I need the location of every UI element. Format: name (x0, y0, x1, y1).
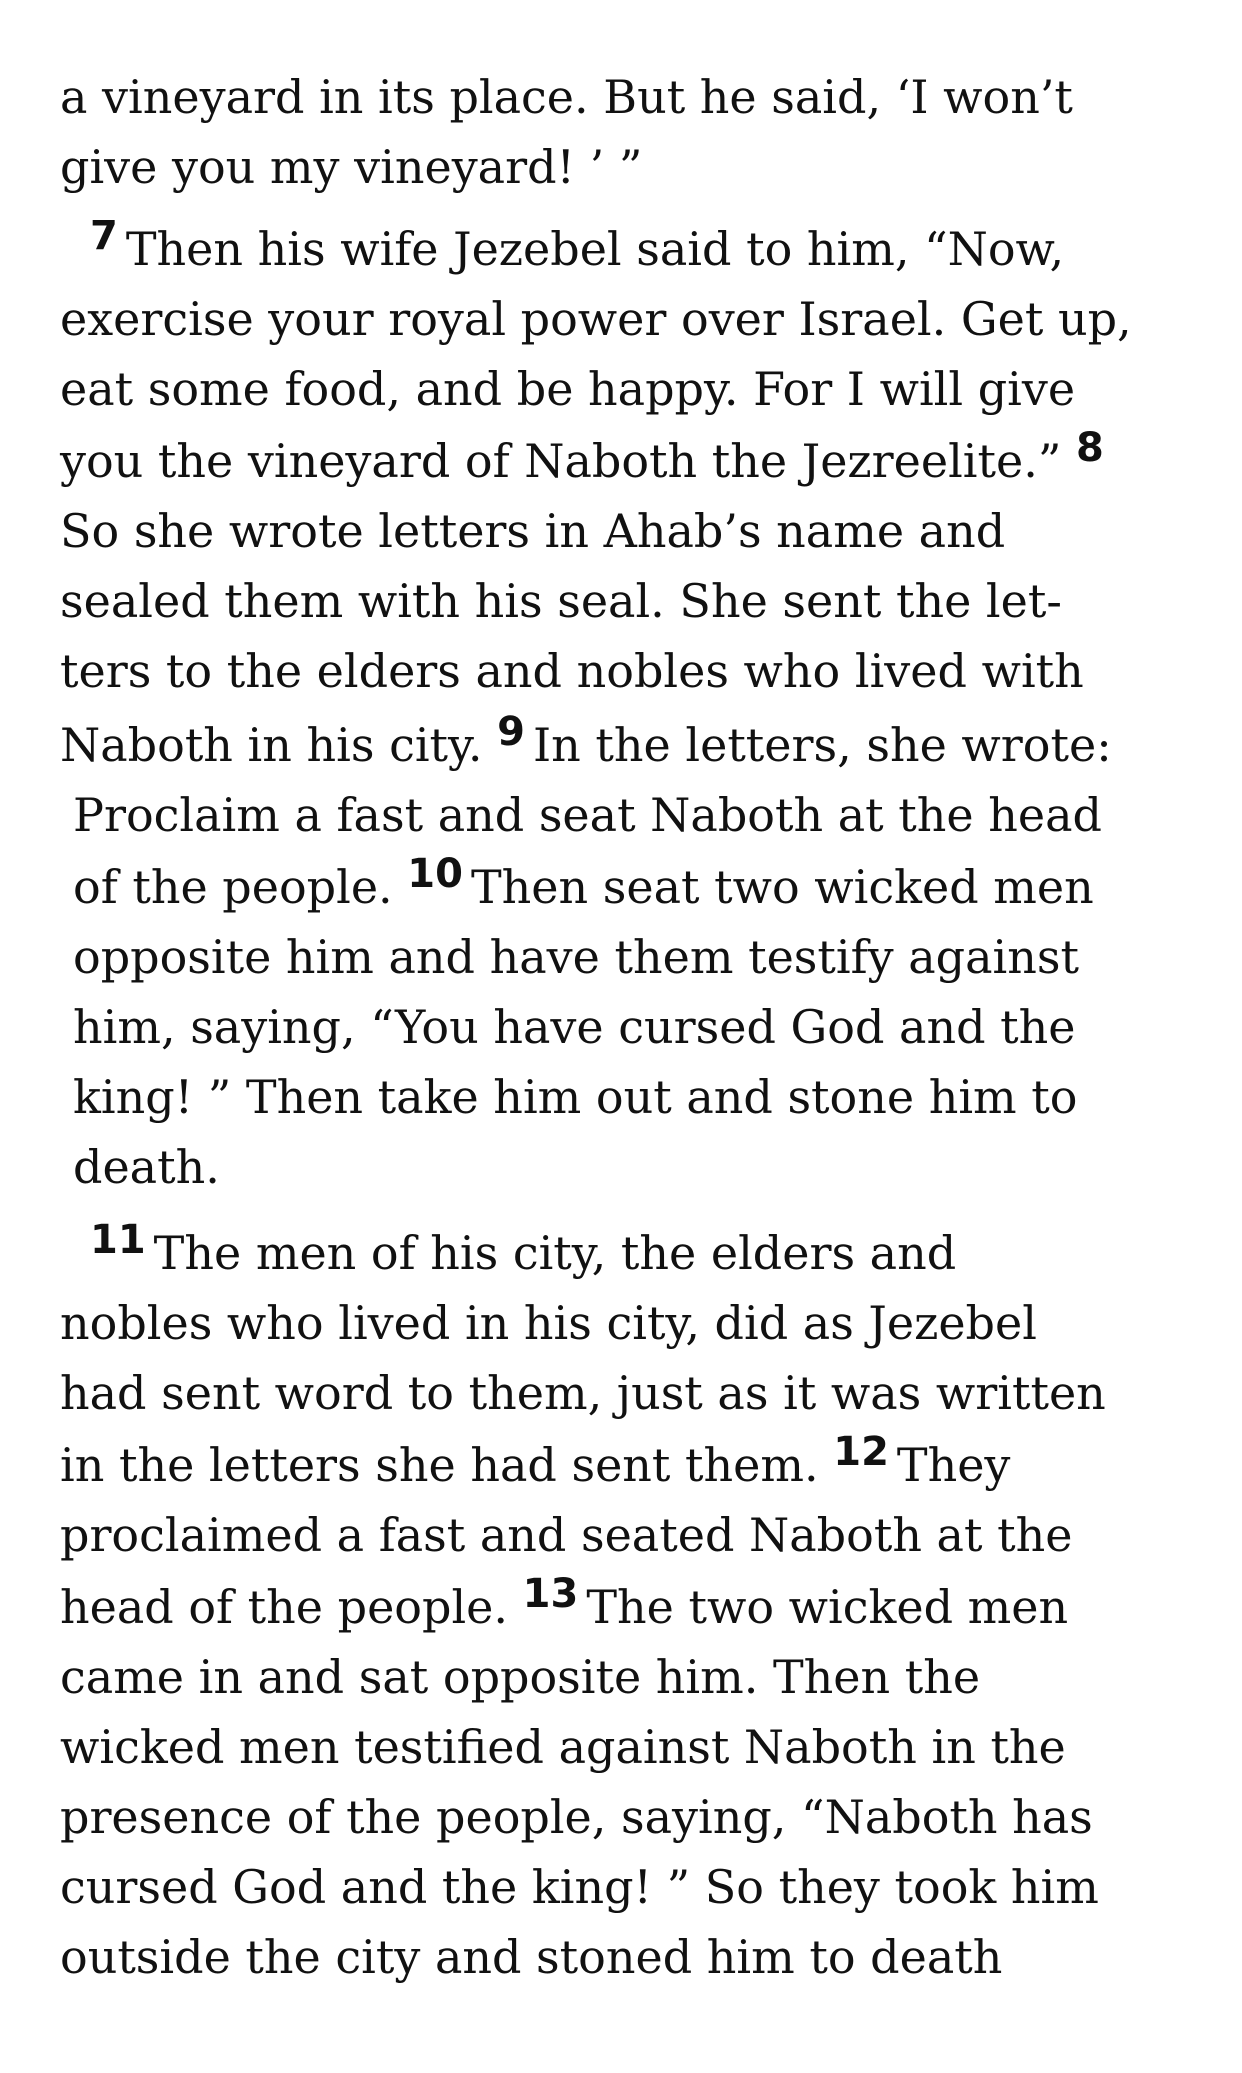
quoted-letter-line (73, 1132, 220, 1202)
text-line (60, 132, 642, 202)
text-line (60, 214, 1064, 284)
line-text: presence of the people, saying, “Naboth has (60, 1790, 1093, 1844)
line-text: Then his wife Jezebel said to him, “Now, (125, 222, 1065, 276)
line-text: came in and sat opposite him. Then the (60, 1650, 981, 1704)
line-text: eat some food, and be happy. For I will give (60, 362, 1076, 416)
text-line (60, 426, 1112, 496)
text-line (60, 636, 1084, 706)
line-text: wicked men testified against Naboth in the (60, 1720, 1066, 1774)
text-line (60, 354, 1075, 424)
quoted-letter-line (73, 992, 1075, 1062)
line-text: exercise your royal power over Israel. Get up, (60, 292, 1132, 346)
line-text: had sent word to them, just as it was written (60, 1366, 1106, 1420)
line-text: give you my vineyard! ’ ” (60, 140, 643, 194)
line-text: Proclaim a fast and seat Naboth at the head (73, 788, 1102, 842)
verse-number: 8 (1075, 425, 1104, 471)
text-line (60, 1430, 1010, 1500)
line-text: in the letters she had sent them. (60, 1438, 819, 1492)
quoted-letter-line (73, 780, 1102, 850)
quoted-letter-line (73, 852, 1094, 922)
text-line (60, 1572, 1068, 1642)
line-text: Naboth in his city. (60, 718, 483, 772)
text-line (60, 284, 1132, 354)
text-line (60, 1782, 1093, 1852)
text-line (60, 496, 1005, 566)
line-text: So she wrote letters in Ahab’s name and (60, 504, 1006, 558)
verse-number: 11 (90, 1217, 146, 1263)
text-line (60, 1922, 1002, 1992)
verse-number: 7 (90, 213, 118, 259)
text-line (60, 710, 1112, 780)
line-text: ters to the elders and nobles who lived with (60, 644, 1084, 698)
line-text: cursed God and the king! ” So they took him (60, 1860, 1099, 1914)
line-text: him, saying, “You have cursed God and the (73, 1000, 1076, 1054)
verse-number: 12 (833, 1429, 889, 1475)
verse-number: 9 (497, 709, 526, 755)
line-text: opposite him and have them testify against (73, 930, 1079, 984)
line-text: proclaimed a fast and seated Naboth at the (60, 1508, 1073, 1562)
line-text: king! ” Then take him out and stone him to (73, 1070, 1078, 1124)
text-line (60, 1218, 956, 1288)
line-text: Then seat two wicked men (470, 860, 1094, 914)
text-line (60, 1642, 980, 1712)
verse-number: 10 (407, 851, 463, 897)
line-text: head of the people. (60, 1580, 509, 1634)
quoted-letter-line (73, 1062, 1077, 1132)
text-line (60, 1852, 1099, 1922)
text-line (60, 1500, 1072, 1570)
line-text: you the vineyard of Naboth the Jezreelite.” (60, 434, 1062, 488)
text-line (60, 1288, 1037, 1358)
line-text: In the letters, she wrote: (533, 718, 1112, 772)
text-line (60, 1358, 1106, 1428)
text-line (60, 62, 1073, 132)
line-text: a vineyard in its place. But he said, ‘I won’t (60, 70, 1073, 124)
line-text: They (896, 1438, 1011, 1492)
line-text: sealed them with his seal. She sent the let- (60, 574, 1062, 628)
text-line (60, 566, 1062, 636)
line-text: death. (73, 1140, 220, 1194)
line-text: The two wicked men (586, 1580, 1069, 1634)
text-line (60, 1712, 1066, 1782)
line-text: outside the city and stoned him to death (60, 1930, 1003, 1984)
line-text: of the people. (73, 860, 393, 914)
line-text: nobles who lived in his city, did as Jezebel (60, 1296, 1037, 1350)
line-text: The men of his city, the elders and (153, 1226, 957, 1280)
verse-number: 13 (522, 1571, 579, 1617)
quoted-letter-line (73, 922, 1079, 992)
